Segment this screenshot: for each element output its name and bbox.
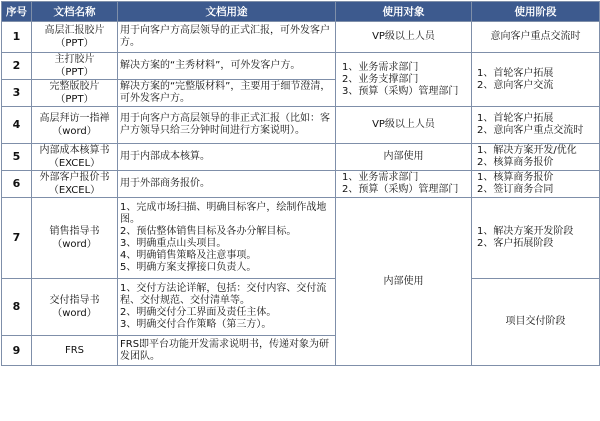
purpose-item: 5、明确方案支撑接口负责人。: [120, 262, 257, 273]
stage-cell-merged: [472, 53, 600, 107]
audience-item: 2、预算（采购）管理部门: [342, 184, 459, 195]
doc-name-cell: [32, 171, 118, 198]
doc-purpose-list: [118, 198, 336, 279]
row-index: 5: [2, 144, 32, 171]
audience-cell: [336, 107, 472, 144]
audience-item: 2、业务支撑部门: [342, 73, 419, 85]
audience-item: VP级以上人员: [372, 119, 435, 130]
stage-cell: [472, 22, 600, 53]
header-index: 序号: [2, 2, 32, 22]
stage-item: 项目交付阶段: [505, 316, 566, 327]
doc-name-cell: [32, 80, 118, 107]
doc-name: 交付指导书: [49, 295, 100, 306]
doc-name: 完整版胶片: [49, 81, 100, 92]
stage-item: 2、客户拓展阶段: [477, 238, 554, 249]
doc-name: 高层拜访一指禅: [39, 113, 110, 124]
document-table: [1, 1, 600, 366]
purpose-item: 2、明确交付分工界面及责任主体。: [120, 307, 277, 318]
doc-purpose: 用于向客户方高层领导的正式汇报，可外发客户方。: [118, 22, 336, 53]
audience-cell-merged: [336, 53, 472, 107]
table-row: [2, 198, 600, 279]
stage-cell: [472, 144, 600, 171]
audience-item: 内部使用: [383, 151, 424, 162]
audience-cell: [336, 171, 472, 198]
purpose-item: 3、明确交付合作策略（第三方）。: [120, 319, 272, 330]
row-index: 3: [2, 80, 32, 107]
audience-item: VP级以上人员: [372, 31, 435, 42]
doc-name: 销售指导书: [49, 226, 100, 237]
doc-name: FRS: [64, 345, 85, 356]
table-row: [2, 22, 600, 53]
doc-name-cell: [32, 22, 118, 53]
row-index: 8: [2, 279, 32, 336]
doc-format: （PPT）: [55, 38, 94, 49]
stage-item: 意向客户重点交流时: [490, 31, 581, 42]
doc-format: （word）: [52, 308, 97, 319]
stage-item: 1、解决方案开发阶段: [477, 226, 574, 237]
audience-cell-merged: [336, 198, 472, 366]
doc-name: 高层汇报胶片: [44, 25, 105, 36]
document-table-wrapper: [1, 1, 599, 419]
audience-item: 1、业务需求部门: [342, 61, 419, 73]
stage-item: 2、签订商务合同: [477, 184, 554, 195]
purpose-item: 4、明确销售策略及注意事项。: [120, 250, 257, 261]
doc-format: （EXCEL）: [48, 158, 101, 169]
row-index: 4: [2, 107, 32, 144]
stage-cell: [472, 107, 600, 144]
purpose-item: 1、交付方法论详解，包括：交付内容、交付流程、交付规范、交付清单等。: [120, 283, 327, 306]
doc-purpose: 用于外部商务报价。: [118, 171, 336, 198]
stage-cell: [472, 198, 600, 279]
purpose-item: 2、预估整体销售目标及各办分解目标。: [120, 226, 297, 237]
doc-name-cell: [32, 144, 118, 171]
row-index: 6: [2, 171, 32, 198]
header-doc-name: 文档名称: [32, 2, 118, 22]
table-row: [2, 107, 600, 144]
table-row: [2, 53, 600, 80]
stage-cell-merged: [472, 279, 600, 366]
doc-format: （PPT）: [55, 67, 94, 78]
header-stage: 使用阶段: [472, 2, 600, 22]
audience-item: 1、业务需求部门: [342, 172, 419, 183]
stage-item: 1、首轮客户拓展: [477, 67, 554, 79]
audience-cell: [336, 22, 472, 53]
table-row: [2, 279, 600, 336]
doc-name: 主打胶片: [54, 54, 95, 65]
header-doc-purpose: 文档用途: [118, 2, 336, 22]
row-index: 1: [2, 22, 32, 53]
doc-purpose: 解决方案的“完整版材料”，主要用于细节澄清，可外发客户方。: [118, 80, 336, 107]
doc-name: 内部成本核算书: [39, 145, 110, 156]
doc-purpose: 用于向客户方高层领导的非正式汇报（比如：客户方领导只给三分钟时间进行方案说明）。: [118, 107, 336, 144]
table-row: [2, 144, 600, 171]
stage-item: 1、解决方案开发/优化: [477, 145, 577, 156]
stage-item: 2、核算商务报价: [477, 157, 554, 168]
doc-name-cell: [32, 198, 118, 279]
audience-item: 内部使用: [383, 275, 424, 287]
doc-name-cell: [32, 279, 118, 336]
doc-purpose: FRS即平台功能开发需求说明书，传递对象为研发团队。: [118, 336, 336, 366]
stage-item: 1、首轮客户拓展: [477, 113, 554, 124]
doc-purpose-list: [118, 279, 336, 336]
doc-name-cell: [32, 107, 118, 144]
audience-cell: [336, 144, 472, 171]
doc-name-cell: [32, 53, 118, 80]
stage-item: 1、核算商务报价: [477, 172, 554, 183]
row-index: 9: [2, 336, 32, 366]
doc-name: 外部客户报价书: [39, 172, 110, 183]
stage-cell: [472, 171, 600, 198]
stage-item: 2、意向客户重点交流时: [477, 125, 584, 136]
doc-format: （word）: [52, 239, 97, 250]
purpose-item: 3、明确重点山头项目。: [120, 238, 227, 249]
table-row: [2, 171, 600, 198]
doc-purpose: 用于内部成本核算。: [118, 144, 336, 171]
row-index: 7: [2, 198, 32, 279]
stage-item: 2、意向客户交流: [477, 79, 554, 91]
doc-format: （word）: [52, 126, 97, 137]
header-audience: 使用对象: [336, 2, 472, 22]
doc-purpose: 解决方案的“主秀材料”，可外发客户方。: [118, 53, 336, 80]
doc-format: （EXCEL）: [48, 185, 101, 196]
purpose-item: 1、完成市场扫描、明确目标客户，绘制作战地图。: [120, 202, 327, 225]
audience-item: 3、预算（采购）管理部门: [342, 85, 459, 97]
doc-name-cell: [32, 336, 118, 366]
doc-format: （PPT）: [55, 94, 94, 105]
row-index: 2: [2, 53, 32, 80]
table-header-row: [2, 2, 600, 22]
